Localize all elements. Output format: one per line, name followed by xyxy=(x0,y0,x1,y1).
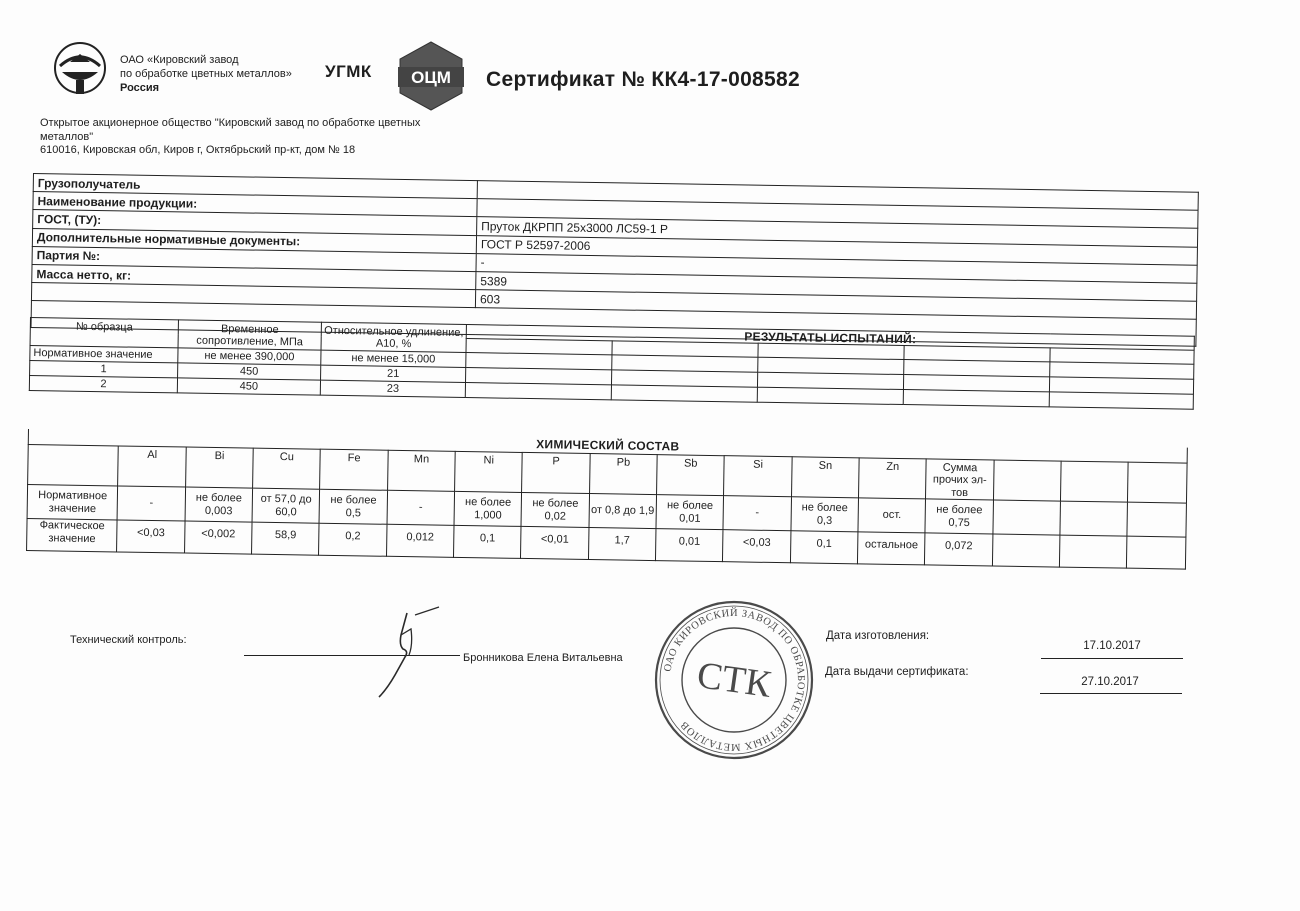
element-header: Mn xyxy=(387,450,455,492)
manufacture-date: 17.10.2017 xyxy=(1083,640,1141,652)
norm-cell: не более 0,3 xyxy=(791,497,859,532)
info-value: Пруток ДКРПП 25х3000 ЛС59-1 Р xyxy=(477,217,1198,247)
manufacture-date-label: Дата изготовления: xyxy=(826,630,930,642)
element-header: P xyxy=(522,452,590,494)
info-label: Грузополучатель xyxy=(33,174,477,199)
organization-block xyxy=(40,117,470,158)
tech-control-label: Технический контроль: xyxy=(70,634,187,646)
org-line: металлов" xyxy=(40,130,94,143)
actual-label: Фактическое значение xyxy=(27,518,118,551)
norm-cell: от 0,8 до 1,9 xyxy=(589,494,657,529)
element-header: Zn xyxy=(859,457,927,499)
org-address: 610016, Кировская обл, Киров г, Октябрьский пр-кт, дом № 18 xyxy=(40,144,356,156)
stamp-center-text: СТК xyxy=(694,654,774,706)
elongation-cell: 23 xyxy=(320,380,465,397)
elongation-cell: 21 xyxy=(321,365,466,382)
norm-cell: не более 0,02 xyxy=(521,492,589,527)
element-header: Сумма прочих эл-тов xyxy=(926,458,994,500)
issue-date-label: Дата выдачи сертификата: xyxy=(825,666,969,678)
info-label: ГОСТ, (ТУ): xyxy=(33,210,477,235)
norm-cell: - xyxy=(387,490,455,525)
info-label: Масса нетто, кг: xyxy=(32,264,476,289)
col-header-strength: Временное сопротивление, МПа xyxy=(178,320,321,350)
empty-cell xyxy=(28,444,119,486)
actual-cell: <0,03 xyxy=(117,520,185,553)
norm-cell: ост. xyxy=(858,498,926,533)
col-header-sample: № образца xyxy=(30,318,178,348)
ocm-hex-logo-icon xyxy=(396,40,466,112)
chemical-composition-table xyxy=(26,429,1188,570)
empty-cell xyxy=(903,390,1049,407)
element-header: Cu xyxy=(253,448,321,490)
certificate-number: Сертификат № КК4-17-008582 xyxy=(486,68,800,91)
sample-cell: 1 xyxy=(30,361,178,378)
empty-cell xyxy=(1128,462,1187,503)
tests-title: РЕЗУЛЬТАТЫ ИСПЫТАНИЙ: xyxy=(466,325,1194,351)
chem-title: ХИМИЧЕСКИЙ СОСТАВ xyxy=(28,429,1187,463)
element-header: Fe xyxy=(320,449,388,491)
empty-cell xyxy=(1059,535,1127,568)
norm-label: Нормативное значение xyxy=(27,485,118,520)
hex-logo-text: ОЦМ xyxy=(411,68,451,87)
element-header: Bi xyxy=(185,447,253,489)
element-header: Ni xyxy=(455,451,523,493)
empty-cell xyxy=(1127,502,1186,537)
actual-cell: <0,002 xyxy=(184,521,252,554)
actual-cell: <0,03 xyxy=(723,530,791,563)
stamp-ring-text: ОАО КИРОВСКИЙ ЗАВОД ПО ОБРАБОТКЕ ЦВЕТНЫХ МЕТАЛЛОВ xyxy=(662,607,807,753)
empty-cell xyxy=(993,460,1061,502)
norm-cell: не более 0,01 xyxy=(656,495,724,530)
certificate-title xyxy=(486,68,800,92)
actual-cell: 1,7 xyxy=(588,528,656,561)
element-header: Al xyxy=(118,445,186,487)
signer-name: Бронникова Елена Витальевна xyxy=(463,652,623,664)
sample-cell: Нормативное значение xyxy=(30,346,178,363)
company-name xyxy=(120,53,292,95)
norm-cell: не более 0,003 xyxy=(185,487,253,522)
actual-cell: 0,2 xyxy=(319,523,387,556)
issue-date-line xyxy=(1040,693,1182,694)
strength-cell: 450 xyxy=(177,378,320,395)
org-line: Открытое акционерное общество "Кировский завод по обработке цветных xyxy=(40,117,421,129)
empty-cell xyxy=(611,385,757,402)
empty-cell xyxy=(992,534,1060,567)
info-label: Наименование продукции: xyxy=(33,192,477,217)
ugmk-logo: УГМК xyxy=(325,62,372,81)
actual-cell: 0,1 xyxy=(790,531,858,564)
col-header-elongation: Относительное удлинение, А10, % xyxy=(321,322,466,352)
actual-cell: 58,9 xyxy=(252,522,320,555)
element-header: Si xyxy=(724,455,792,497)
issue-date: 27.10.2017 xyxy=(1081,676,1139,688)
empty-cell xyxy=(1049,392,1193,409)
norm-cell: не более 0,5 xyxy=(319,489,387,524)
company-line: по обработке цветных металлов» xyxy=(120,68,292,80)
elongation-cell: не менее 15,000 xyxy=(321,350,466,367)
company-emblem-icon xyxy=(52,40,108,98)
empty-cell xyxy=(1060,501,1128,536)
empty-cell xyxy=(1061,461,1129,503)
actual-cell: 0,072 xyxy=(925,533,993,566)
info-label: Дополнительные нормативные документы: xyxy=(32,228,476,253)
info-value: - xyxy=(476,253,1197,283)
info-value: 5389 xyxy=(476,272,1197,302)
strength-cell: не менее 390,000 xyxy=(178,348,321,365)
empty-cell xyxy=(993,500,1061,535)
element-header: Pb xyxy=(589,453,657,495)
manufacture-date-line xyxy=(1041,658,1183,659)
norm-cell: - xyxy=(117,486,185,521)
actual-cell: 0,012 xyxy=(386,524,454,557)
info-label: Партия №: xyxy=(32,246,476,271)
element-header: Sb xyxy=(657,454,725,496)
norm-cell: не более 1,000 xyxy=(454,491,522,526)
actual-cell: <0,01 xyxy=(521,526,589,559)
actual-cell: 0,1 xyxy=(454,525,522,558)
round-stamp xyxy=(652,598,816,762)
empty-cell xyxy=(465,383,611,400)
norm-cell: - xyxy=(723,496,791,531)
info-value: 603 xyxy=(475,290,1196,320)
norm-cell: не более 0,75 xyxy=(925,499,993,534)
empty-cell xyxy=(757,387,903,404)
strength-cell: 450 xyxy=(178,363,321,380)
empty-cell xyxy=(1127,536,1186,569)
element-header: Sn xyxy=(791,456,859,498)
actual-cell: 0,01 xyxy=(656,529,724,562)
info-value: ГОСТ Р 52597-2006 xyxy=(476,235,1197,265)
sample-cell: 2 xyxy=(29,376,177,393)
actual-cell: остальное xyxy=(857,532,925,565)
company-line: ОАО «Кировский завод xyxy=(120,54,239,66)
handwritten-signature xyxy=(365,605,445,705)
norm-cell: от 57,0 до 60,0 xyxy=(252,488,320,523)
company-country: Россия xyxy=(120,82,160,94)
